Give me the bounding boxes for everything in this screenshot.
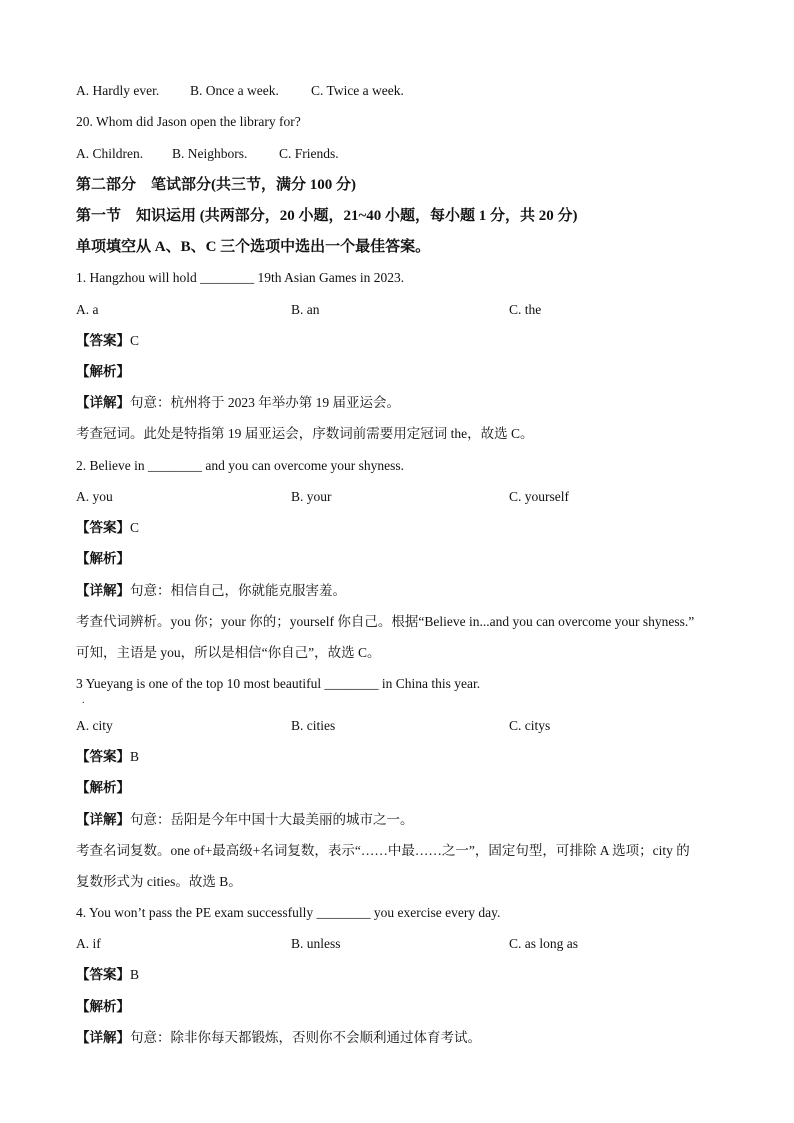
section-heading: 第一节 知识运用 (共两部分，20 小题，21~40 小题，每小题 1 分，共 20 分) [76,208,578,224]
q2-note-2: 可知，主语是 you，所以是相信“你自己”，故选 C。 [76,645,381,660]
q4-answer [76,966,139,984]
q2-detail-text: 句意：相信自己，你就能克服害羞。 [130,583,346,598]
q20-option-b: B. Neighbors. [172,146,248,161]
detail-label: 【详解】 [76,583,130,598]
q4-option-b: B. unless [291,936,341,951]
q4-analysis-label [76,998,130,1016]
q20-option-a: A. Children. [76,146,144,161]
q2-detail [76,582,346,600]
answer-label: 【答案】 [76,520,130,535]
analysis-label: 【解析】 [76,999,130,1014]
q2-stem: 2. Believe in ________ and you can overcome your shyness. [76,458,405,473]
detail-label: 【详解】 [76,1030,130,1045]
q1-option-b: B. an [291,302,320,317]
q1-answer-value: C [130,333,140,348]
q1-note: 考查冠词。此处是特指第 19 届亚运会，序数词前需要用定冠词 the，故选 C。 [76,426,534,441]
q1-answer [76,332,139,350]
q3-answer [76,748,139,766]
analysis-label: 【解析】 [76,364,130,379]
q3-note-1: 考查名词复数。one of+最高级+名词复数，表示“……中最……之一”，固定句型，可排除 A 选项；city 的 [76,843,690,858]
q3-option-c: C. citys [509,718,551,733]
q2-answer-value: C [130,520,140,535]
q3-option-b: B. cities [291,718,336,733]
q3-detail [76,811,414,829]
q2-option-c: C. yourself [509,489,569,504]
q19-option-a: A. Hardly ever. [76,83,160,98]
detail-label: 【详解】 [76,812,130,827]
q2-note-1: 考查代词辨析。you 你；your 你的；yourself 你自己。根据“Believe in...and you can overcome your shyness.” [76,614,695,629]
q3-option-a: A. city [76,718,113,733]
q20-stem: 20. Whom did Jason open the library for? [76,114,301,129]
q1-detail [76,394,400,412]
q3-stray-dot: . [82,695,85,706]
answer-label: 【答案】 [76,967,130,982]
instruction: 单项填空从 A、B、C 三个选项中选出一个最佳答案。 [76,239,431,255]
q19-option-c: C. Twice a week. [311,83,404,98]
part-heading: 第二部分 笔试部分(共三节，满分 100 分) [76,177,356,193]
analysis-label: 【解析】 [76,780,130,795]
q1-detail-text: 句意：杭州将于 2023 年举办第 19 届亚运会。 [130,395,400,410]
q3-stem: 3 Yueyang is one of the top 10 most beautiful ________ in China this year. [76,676,481,691]
q4-stem: 4. You won’t pass the PE exam successfully ________ you exercise every day. [76,905,501,920]
q1-option-a: A. a [76,302,99,317]
q4-option-c: C. as long as [509,936,578,951]
q2-option-a: A. you [76,489,113,504]
q1-stem: 1. Hangzhou will hold ________ 19th Asian Games in 2023. [76,270,405,285]
q2-option-b: B. your [291,489,332,504]
q3-detail-text: 句意：岳阳是今年中国十大最美丽的城市之一。 [130,812,414,827]
q2-analysis-label [76,550,130,568]
q3-answer-value: B [130,749,140,764]
q19-option-b: B. Once a week. [190,83,279,98]
q20-option-c: C. Friends. [279,146,339,161]
q2-answer [76,519,139,537]
q1-analysis-label [76,363,130,381]
q1-option-c: C. the [509,302,542,317]
detail-label: 【详解】 [76,395,130,410]
q4-option-a: A. if [76,936,101,951]
q4-detail-text: 句意：除非你每天都锻炼，否则你不会顺利通过体育考试。 [130,1030,481,1045]
q4-answer-value: B [130,967,140,982]
answer-label: 【答案】 [76,749,130,764]
answer-label: 【答案】 [76,333,130,348]
q3-analysis-label [76,779,130,797]
analysis-label: 【解析】 [76,551,130,566]
q3-note-2: 复数形式为 cities。故选 B。 [76,874,242,889]
q4-detail [76,1029,481,1047]
